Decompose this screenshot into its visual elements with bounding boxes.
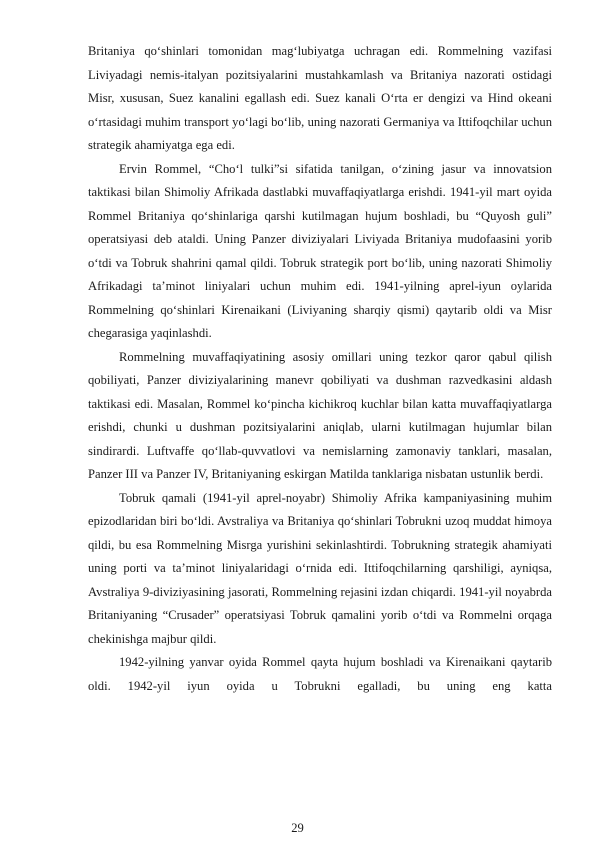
paragraph-2: Ervin Rommel, “Cho‘l tulki”si sifatida tanilgan, o‘zining jasur va innovatsion taktikasi bilan Shimoliy Afrikada dastlabki muvaffaqiyatlarga erishdi. 1941-yil mart oyida Rommel Britaniya qo‘shinlariga qarshi kutilmagan hujum boshladi, bu “Quyosh guli” operatsiyasi deb ataldi. Uning Panzer diviziyalari Liviyada Britaniya mudofaasini yorib o‘tdi va Tobruk shahrini qamal qildi. Tobruk strategik port bo‘lib, uning nazorati Shimoliy Afrikadagi ta’minot liniyalari uchun muhim edi. 1941-yilning aprel-iyun oylarida Rommelning qo‘shinlari Kirenaikani (Liviyaning sharqiy qismi) qaytarib oldi va Misr chegarasiga yaqinlashdi. <box>88 161 552 340</box>
paragraph-4: Tobruk qamali (1941-yil aprel-noyabr) Shimoliy Afrika kampaniyasining muhim epizodlaridan biri bo‘ldi. Avstraliya va Britaniya qo‘shinlari Tobrukni uzoq muddat himoya qildi, bu esa Rommelning Misrga yurishini sekinlashtirdi. Tobrukning strategik ahamiyati uning porti va ta’minot liniyalaridagi o‘rnida edi. Ittifoqchilarning qarshiligi, ayniqsa, Avstraliya 9-diviziyasining jasorati, Rommelning rejasini izdan chiqardi. 1941-yil noyabrda Britaniyaning “Crusader” operatsiyasi Tobruk qamalini yorib o‘tdi va Rommelni orqaga chekinishga majbur qildi. <box>88 490 552 646</box>
paragraph-1: Britaniya qo‘shinlari tomonidan mag‘lubiyatga uchragan edi. Rommelning vazifasi Liviyadagi nemis-italyan pozitsiyalarini mustahkamlash va Britaniya nazorati ostidagi Misr, xususan, Suez kanalini egallash edi. Suez kanali O‘rta er dengizi va Hind okeani o‘rtasidagi muhim transport yo‘lagi bo‘lib, uning nazorati Germaniya va Ittifoqchilar uchun strategik ahamiyatga ega edi. <box>88 44 552 152</box>
page-body <box>88 40 552 698</box>
paragraph-5: 1942-yilning yanvar oyida Rommel qayta hujum boshladi va Kirenaikani qaytarib oldi. 1942-yil iyun oyida u Tobrukni egalladi, bu uning eng katta <box>88 655 552 693</box>
paragraph-3: Rommelning muvaffaqiyatining asosiy omillari uning tezkor qaror qabul qilish qobiliyati, Panzer diviziyalarining manevr qobiliyati va dushman razvedkasini aldash taktikasi edi. Masalan, Rommel ko‘pincha kichikroq kuchlar bilan katta muvaffaqiyatlarga erishdi, chunki u dushman pozitsiyalarini aniqlab, ularni kutilmagan hujumlar bilan sindirardi. Luftvaffe qo‘llab-quvvatlovi va nemislarning zamonaviy tanklari, masalan, Panzer III va Panzer IV, Britaniyaning eskirgan Matilda tanklariga nisbatan ustunlik berdi. <box>88 349 552 481</box>
page-number: 29 <box>291 821 304 835</box>
